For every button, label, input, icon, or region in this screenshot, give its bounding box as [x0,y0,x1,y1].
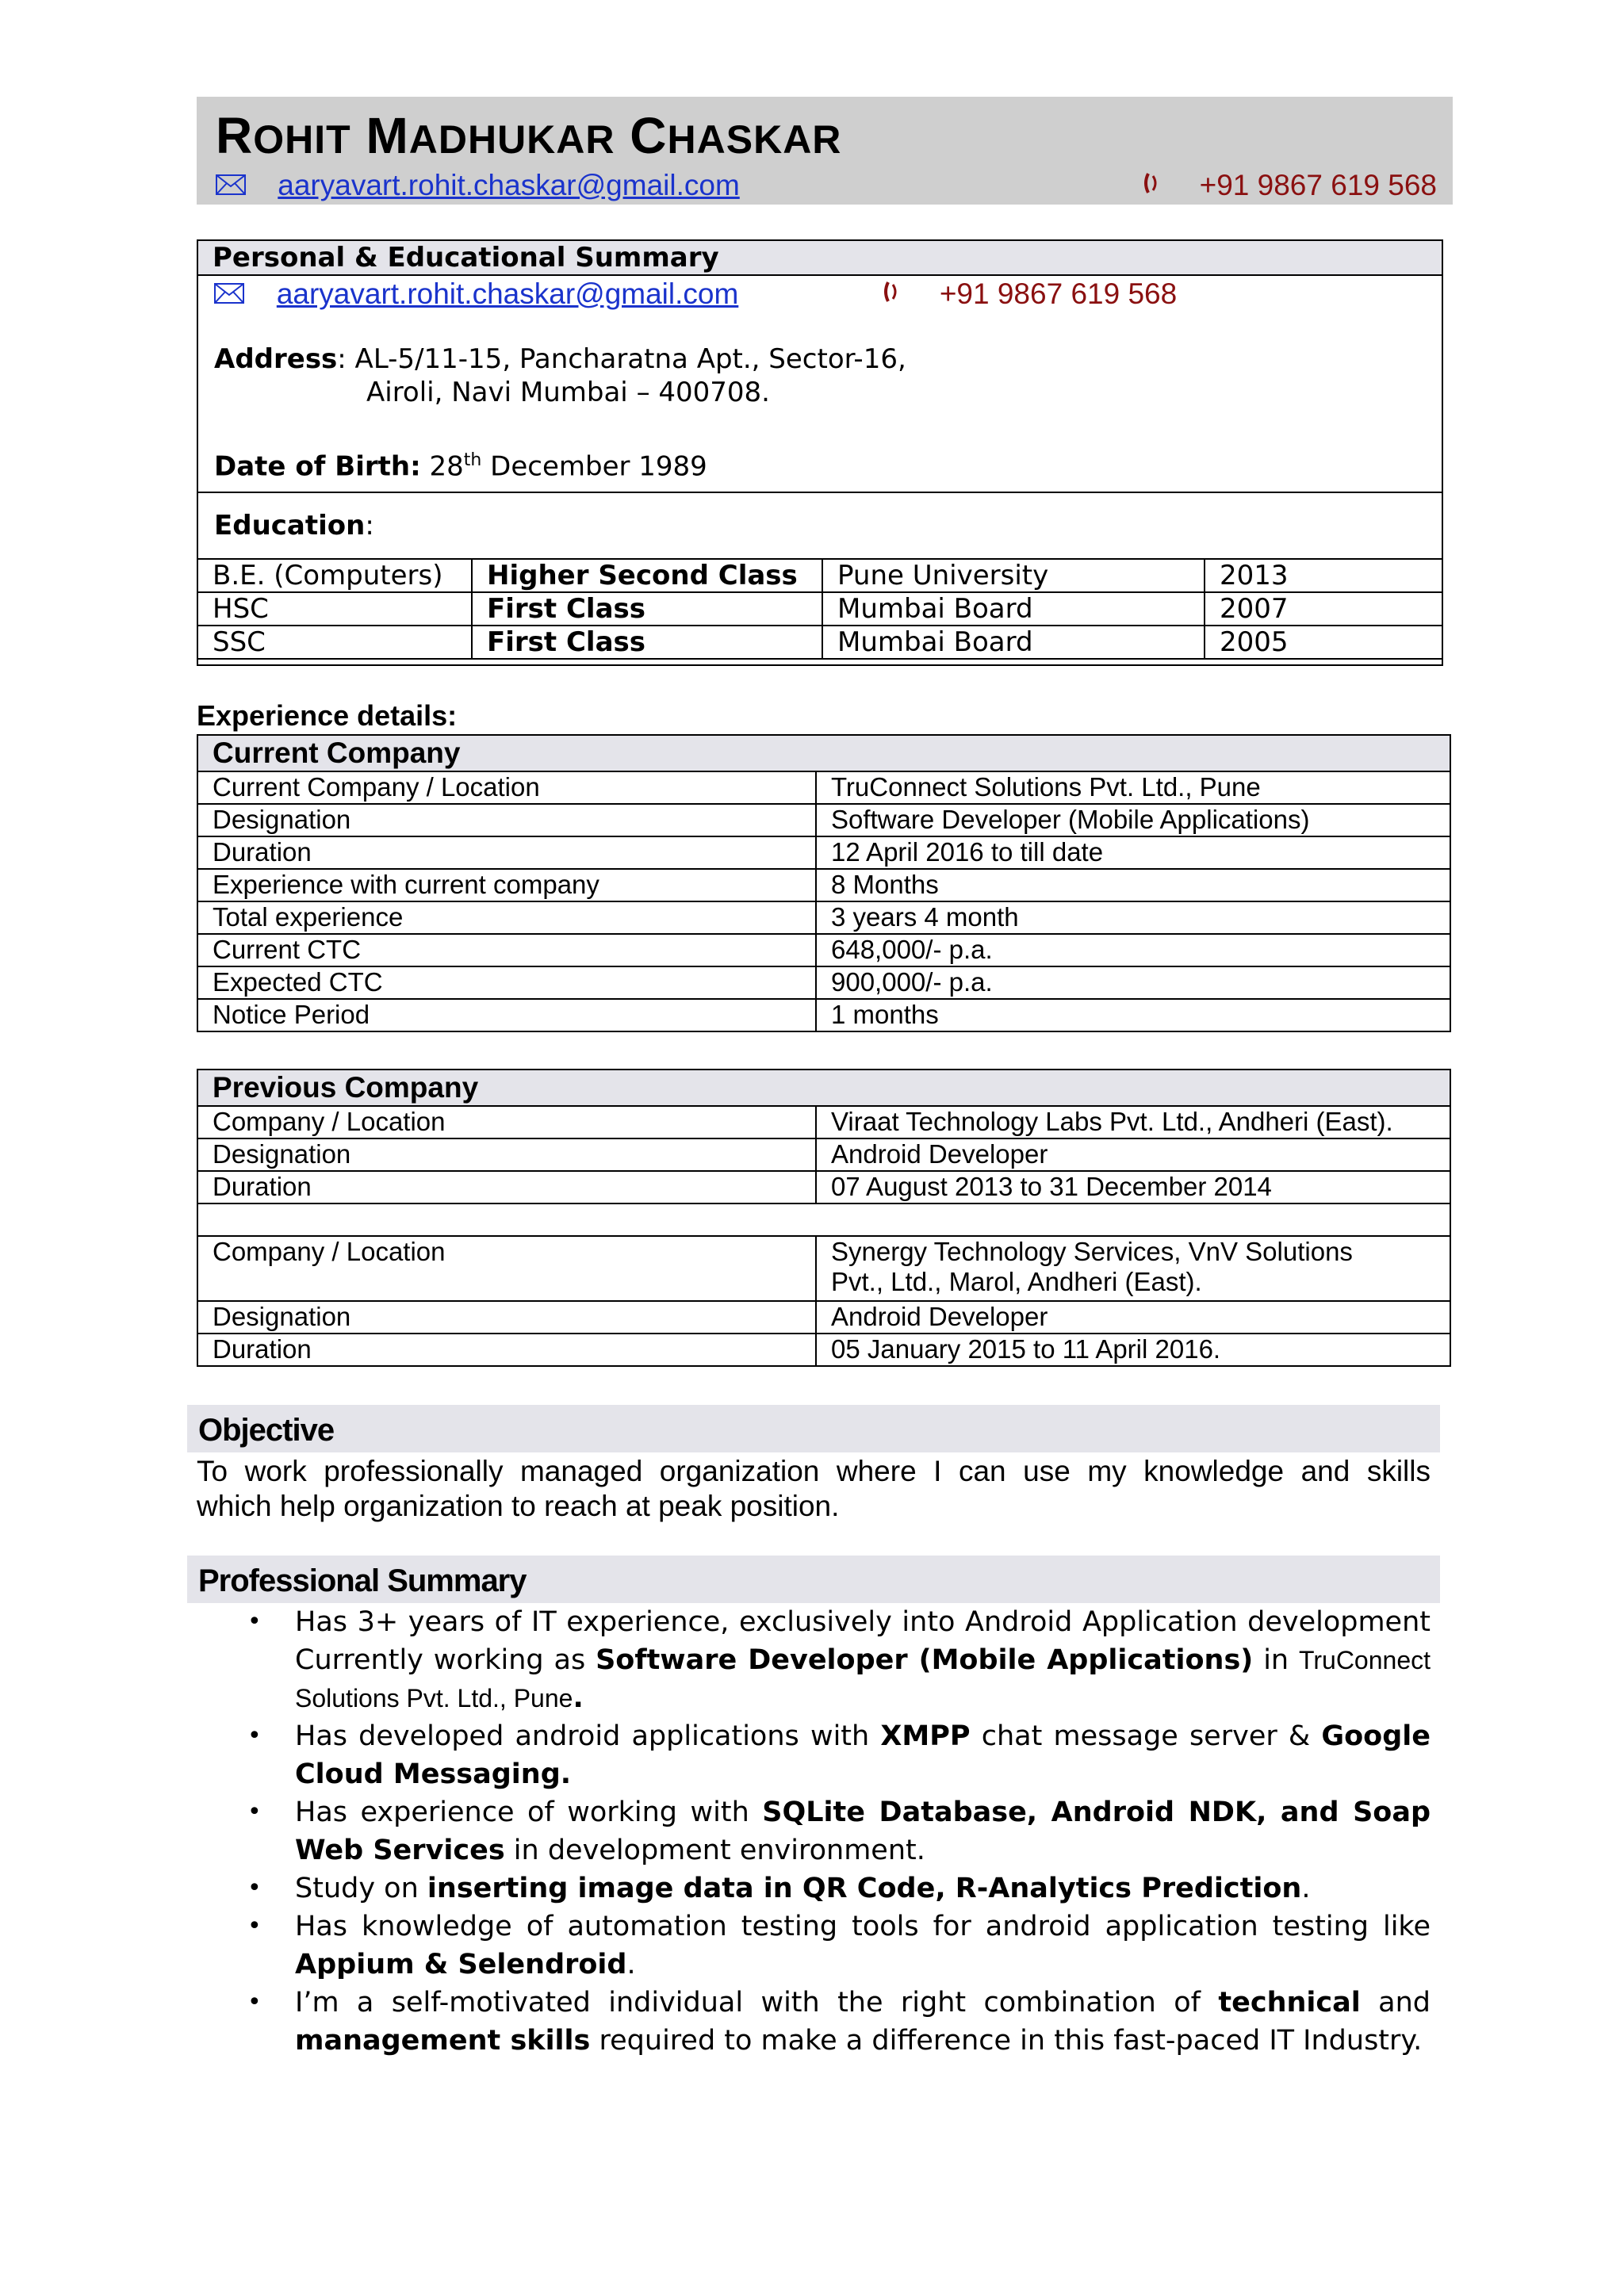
edu-board: Pune University [822,559,1205,592]
text-bold: inserting image data in QR Code, R-Analytics Prediction [427,1873,1302,1904]
summary-list [238,1603,1431,2060]
list-item [238,1717,1431,1793]
table-row [198,1236,1450,1301]
table-row [198,1107,1450,1138]
row-key: Company / Location [198,1236,816,1301]
text: . [1301,1873,1311,1904]
row-value: TruConnect Solutions Pvt. Ltd., Pune [831,772,1261,802]
dob-line [214,444,707,483]
dob-rest: December 1989 [490,450,707,483]
header-email [216,170,740,201]
education-label: Education [214,510,366,541]
row-key: Notice Period [198,999,816,1031]
bullet-icon: • [247,1608,262,1636]
name-rest: ADHUKAR [408,117,615,162]
row-value: 900,000/- p.a. [816,966,1450,999]
edu-degree: HSC [197,592,472,626]
dob-label: Date of Birth: [214,450,421,483]
bullet-icon: • [247,1988,262,2016]
dob-day: 28 [429,450,464,483]
address-value-1: : AL-5/11-15, Pancharatna Apt., Sector-16, [337,343,906,375]
row-key: Current CTC [198,934,816,966]
dob-suffix: th [463,450,482,470]
row-value: 1 months [816,999,1450,1031]
table-row [197,559,1442,592]
envelope-icon [216,170,246,201]
table-row [198,999,1450,1031]
summary-line: Has knowledge of automation testing tools for android application testing like [295,1911,1431,1942]
bullet-icon: • [247,1874,262,1902]
edu-class: First Class [472,592,822,626]
previous-company-table [197,1069,1451,1367]
summary-line [295,1869,1431,1908]
text-bold: SQLite Database, Android NDK, and Soap [762,1797,1431,1828]
edu-board: Mumbai Board [822,592,1205,626]
text: in development environment. [504,1835,925,1866]
row-key: Duration [198,836,816,869]
education-colon: : [365,510,374,541]
table-row [198,1301,1450,1334]
name-initial: R [216,107,254,164]
row-key: Expected CTC [198,966,816,999]
edu-year: 2005 [1205,626,1442,659]
row-value: Viraat Technology Labs Pvt. Ltd., Andheri (East). [831,1107,1393,1136]
row-key: Designation [198,1138,816,1171]
table-row [198,934,1450,966]
row-value: 648,000/- p.a. [816,934,1450,966]
summary-line [295,1946,1431,1984]
summary-line [295,1984,1431,2022]
table-row [198,869,1450,901]
list-item [238,1984,1431,2060]
table-row [198,836,1450,869]
text: Solutions Pvt. Ltd., Pune [295,1684,573,1712]
list-item [238,1869,1431,1908]
personal-phone-number[interactable]: +91 9867 619 568 [939,277,1178,310]
objective-text [197,1454,1431,1524]
name-initial: C [630,107,668,164]
address-line-2: Airoli, Navi Mumbai – 400708. [366,377,770,408]
row-value: Software Developer (Mobile Applications) [816,804,1450,836]
name-rest: OHIT [253,117,351,162]
list-item [238,1793,1431,1869]
previous-company-title: Previous Company [198,1070,1450,1107]
table-row [197,626,1442,659]
edu-board: Mumbai Board [822,626,1205,659]
edu-year: 2007 [1205,592,1442,626]
row-key: Company / Location [198,1107,816,1138]
envelope-icon [214,278,244,312]
edu-year: 2013 [1205,559,1442,592]
text: Currently working as [295,1644,596,1676]
candidate-name [216,108,841,167]
header-contact [216,170,1437,201]
summary-line [295,1717,1431,1755]
row-value: 07 August 2013 to 31 December 2014 [816,1171,1450,1203]
phone-icon [1142,170,1162,201]
table-row [198,1138,1450,1171]
list-item [238,1908,1431,1984]
address-label: Address [214,343,338,375]
name-initial: M [366,107,409,164]
address-line-1 [214,342,906,376]
text: . [626,1949,636,1980]
text-bold: Cloud Messaging. [295,1758,572,1790]
summary-line: Has 3+ years of IT experience, exclusively into Android Application development [295,1606,1431,1638]
text-bold: . [573,1682,584,1714]
objective-title: Objective [198,1413,335,1448]
edu-degree: B.E. (Computers) [197,559,472,592]
table-row-spacer [198,1203,1450,1236]
text: TruConnect [1299,1646,1431,1674]
table-row [198,901,1450,934]
bullet-icon: • [247,1912,262,1940]
text-bold: Appium & Selendroid [295,1949,627,1980]
summary-line [295,2022,1431,2060]
table-row [198,966,1450,999]
bullet-icon: • [247,1798,262,1826]
name-rest: HASKAR [667,117,842,162]
objective-line: To work professionally managed organization where I can use my knowledge and skills [197,1455,1431,1487]
row-value-line: Pvt., Ltd., Marol, Andheri (East). [831,1267,1202,1296]
text: Has experience of working with [295,1797,763,1828]
text: and [1360,1987,1431,2019]
table-row [198,1171,1450,1203]
text: in [1253,1644,1299,1676]
text-bold: XMPP [880,1720,971,1752]
spacer-cell [198,1203,1450,1236]
edu-class: Higher Second Class [472,559,822,592]
summary-line [295,1641,1431,1679]
education-heading [214,509,374,542]
text-bold: technical [1218,1987,1361,2019]
text-bold: Google [1321,1720,1431,1752]
personal-divider [198,492,1442,493]
list-item [238,1603,1431,1717]
text-bold: management skills [295,2025,591,2057]
objective-line: which help organization to reach at peak position. [197,1490,840,1522]
summary-line [295,1793,1431,1831]
edu-degree: SSC [197,626,472,659]
row-value: Android Developer [816,1138,1450,1171]
text-bold: Web Services [295,1835,505,1866]
row-key: Duration [198,1171,816,1203]
text-bold: Software Developer (Mobile Applications) [596,1644,1254,1676]
row-key: Current Company / Location [198,772,816,804]
personal-email-link[interactable]: aaryavart.rohit.chaskar@gmail.com [276,277,739,310]
bullet-icon: • [247,1722,262,1750]
header-email-link[interactable]: aaryavart.rohit.chaskar@gmail.com [278,169,740,201]
header-phone-number[interactable]: +91 9867 619 568 [1199,169,1437,201]
row-key: Duration [198,1334,816,1365]
row-key: Total experience [198,901,816,934]
edu-class: First Class [472,626,822,659]
header-phone [1142,170,1437,201]
table-row [198,1334,1450,1365]
table-row [198,772,1450,804]
resume-header [197,97,1453,205]
education-table [197,558,1443,660]
row-key: Experience with current company [198,869,816,901]
text: required to make a difference in this fast-paced IT Industry. [590,2025,1423,2057]
text: chat message server & [970,1720,1322,1752]
personal-summary-title: Personal & Educational Summary [198,241,1442,276]
row-value [816,1236,1450,1301]
personal-phone-line [882,277,1177,312]
table-row [197,592,1442,626]
text: I’m a self-motivated individual with the right combination of [295,1987,1219,2019]
row-value: 3 years 4 month [816,901,1450,934]
summary-line [295,1679,1431,1717]
text: Has developed android applications with [295,1720,881,1752]
text: Study on [295,1873,427,1904]
summary-line [295,1755,1431,1793]
row-value-line: Synergy Technology Services, VnV Solutions [831,1237,1353,1266]
row-value: 12 April 2016 to till date [816,836,1450,869]
summary-title: Professional Summary [198,1563,527,1598]
summary-band [187,1556,1440,1603]
current-company-title: Current Company [198,736,1450,772]
table-row [198,804,1450,836]
personal-contact-line [214,277,738,312]
current-company-table [197,734,1451,1032]
row-value: Android Developer [816,1301,1450,1334]
row-key: Designation [198,1301,816,1334]
row-key: Designation [198,804,816,836]
row-value: 05 January 2015 to 11 April 2016. [816,1334,1450,1365]
experience-heading: Experience details: [197,699,458,732]
summary-line [295,1831,1431,1869]
objective-band [187,1405,1440,1452]
phone-icon [882,278,902,312]
row-value: 8 Months [816,869,1450,901]
